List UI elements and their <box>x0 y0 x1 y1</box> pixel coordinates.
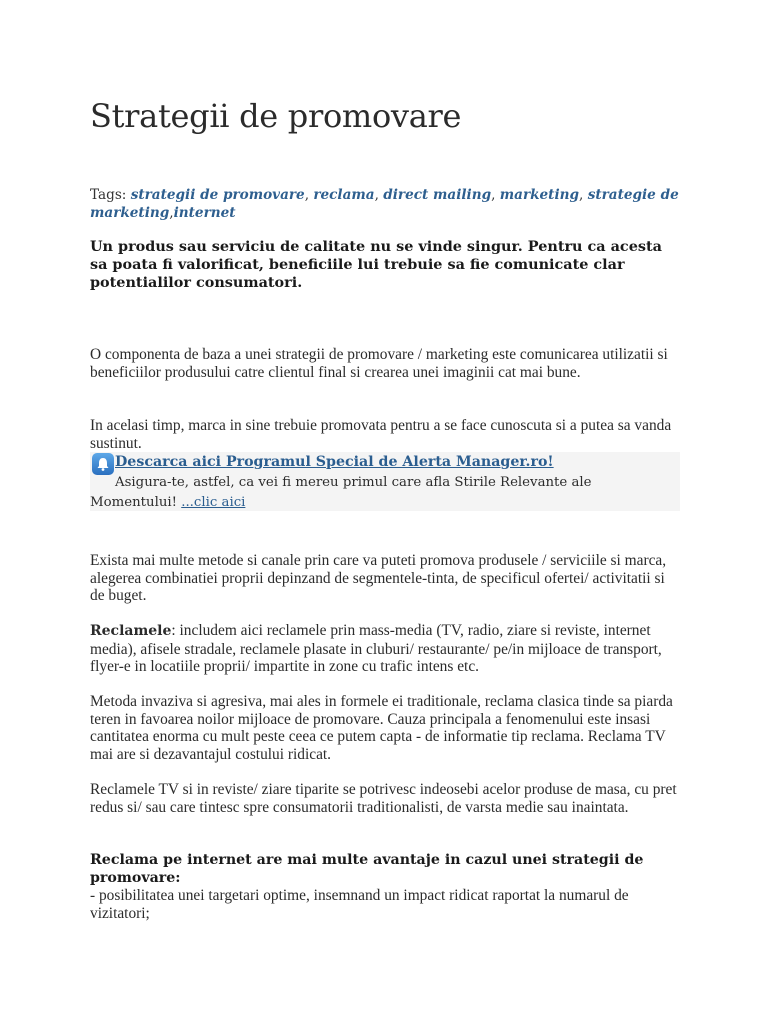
promo-box <box>90 452 680 511</box>
paragraph-text: : includem aici reclamele prin mass-media (TV, radio, ziare si reviste, internet media), afisele stradale, reclamele plasate in cluburi/ restaurante/ pe/in mijloace de transport, flyer-e in locatiile proprii/ impartite in zone cu trafic intens etc. <box>90 622 662 675</box>
tag-link[interactable]: strategie de marketing <box>90 187 679 221</box>
download-link[interactable]: Descarca aici Programul Special de Alerta Manager.ro! <box>115 454 554 470</box>
tag-link[interactable]: internet <box>173 205 236 221</box>
promo-description: Asigura-te, astfel, ca vei fi mereu primul care afla Stirile Relevante ale Momentului! <box>90 475 592 510</box>
tags-line: Tags: strategii de promovare, reclama, direct mailing, marketing, strategie de marketing,internet <box>90 187 679 221</box>
paragraph: Exista mai multe metode si canale prin care va puteti promova produsele / serviciile si marca, alegerea combinatiei proprii depinzand de segmentele-tinta, de specificul ofertei/ activitatii si de buget. <box>90 552 667 604</box>
bullet-item: - posibilitatea unei targetari optime, insemnand un impact ridicat raportat la numarul de vizitatori; <box>90 887 629 922</box>
paragraph <box>90 622 680 676</box>
click-here-link[interactable]: ...clic aici <box>181 495 246 510</box>
tag-link[interactable]: direct mailing <box>383 187 492 203</box>
paragraph-bold-lead: Reclamele <box>90 623 172 639</box>
bell-icon <box>92 453 114 475</box>
section-subheading: Reclama pe internet are mai multe avantaje in cazul unei strategii de promovare: <box>90 852 644 886</box>
tag-link[interactable]: strategii de promovare <box>130 187 305 203</box>
promo-text <box>90 473 680 513</box>
paragraph: Reclamele TV si in reviste/ ziare tiparite se potrivesc indeosebi acelor produse de masa, cu pret redus si/ sau care tintesc spre consumatorii traditionalisti, de varsta medie sau inaintata. <box>90 781 677 816</box>
tag-link[interactable]: marketing <box>499 187 580 203</box>
tag-link[interactable]: reclama <box>313 187 375 203</box>
lead-paragraph: Un produs sau serviciu de calitate nu se vinde singur. Pentru ca acesta sa poata fi valorificat, beneficiile lui trebuie sa fie comunicate clar potentialilor consumatori. <box>90 238 662 291</box>
tags-label: Tags: <box>90 187 131 203</box>
page-title: Strategii de promovare <box>90 97 462 135</box>
paragraph: O componenta de baza a unei strategii de promovare / marketing este comunicarea utilizatii si beneficiilor produsului catre clientul final si crearea unei imaginii cat mai bune. <box>90 346 668 381</box>
paragraph: In acelasi timp, marca in sine trebuie promovata pentru a se face cunoscuta si a putea sa vanda sustinut. <box>90 417 672 452</box>
paragraph: Metoda invaziva si agresiva, mai ales in formele ei traditionale, reclama clasica tinde sa piarda teren in favoarea noilor mijloace de promovare. Cauza principala a fenomenului este insasi cantitatea enorma cu mult peste ceea ce putem capta - de informatie tip reclama. Reclama TV mai are si dezavantajul costului ridicat. <box>90 693 673 763</box>
